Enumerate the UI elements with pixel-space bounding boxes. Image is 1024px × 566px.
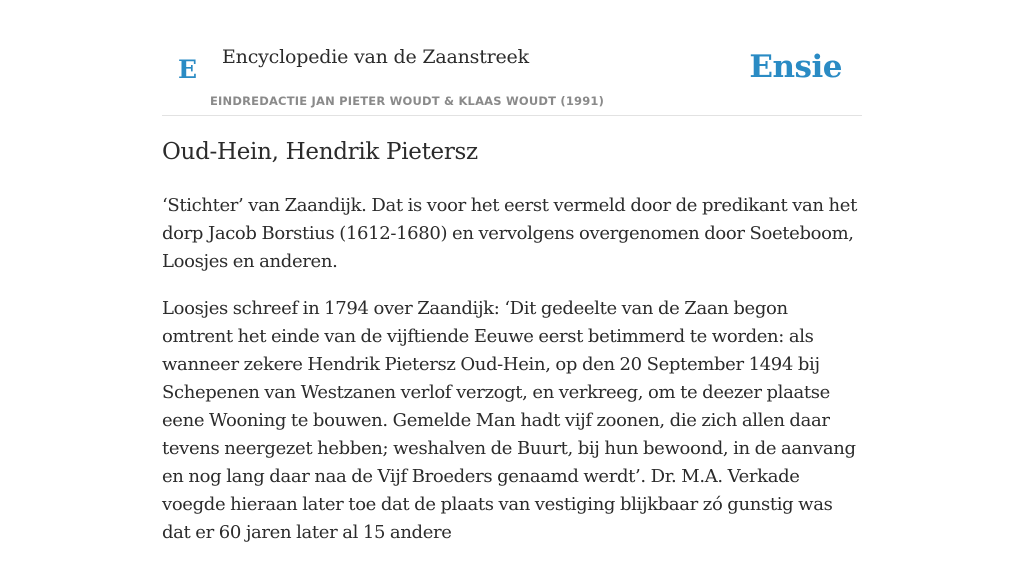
site-title-link[interactable]: Encyclopedie van de Zaanstreek <box>222 46 529 68</box>
article-paragraph: Loosjes schreef in 1794 over Zaandijk: ‘Dit gedeelte van de Zaan begon omtrent het einde van de vijftiende Eeuwe eerst betimmerd te worden: als wanneer zekere Hendrik Pietersz Oud-Hein, op den 20 September 1494 bij Schepenen van Westzanen verlof verzogt, en verkreeg, om te deezer plaatse eene Wooning te bouwen. Gemelde Man hadt vijf zoonen, die zich allen daar tevens neergezet hebben; weshalven de Buurt, bij hun bewoond, in de aanvang en nog lang daar naa de Vijf Broeders genaamd werdt’. Dr. M.A. Verkade voegde hieraan later toe dat de plaats van vestiging blijkbaar zó gunstig was dat er 60 jaren later al 15 andere <box>162 298 856 543</box>
site-header <box>162 0 862 116</box>
article-title: Oud-Hein, Hendrik Pietersz <box>162 139 478 165</box>
article-paragraph: ‘Stichter’ van Zaandijk. Dat is voor het eerst vermeld door de predikant van het dorp Jacob Borstius (1612-1680) en vervolgens overgenomen door Soeteboom, Loosjes en anderen. <box>162 195 857 272</box>
ensie-brand-link[interactable]: Ensie <box>749 49 842 85</box>
article-body <box>162 192 862 566</box>
editorial-subtitle: EINDREDACTIE JAN PIETER WOUDT & KLAAS WOUDT (1991) <box>210 94 605 108</box>
page <box>162 0 862 543</box>
logo-icon[interactable]: E <box>178 55 198 84</box>
